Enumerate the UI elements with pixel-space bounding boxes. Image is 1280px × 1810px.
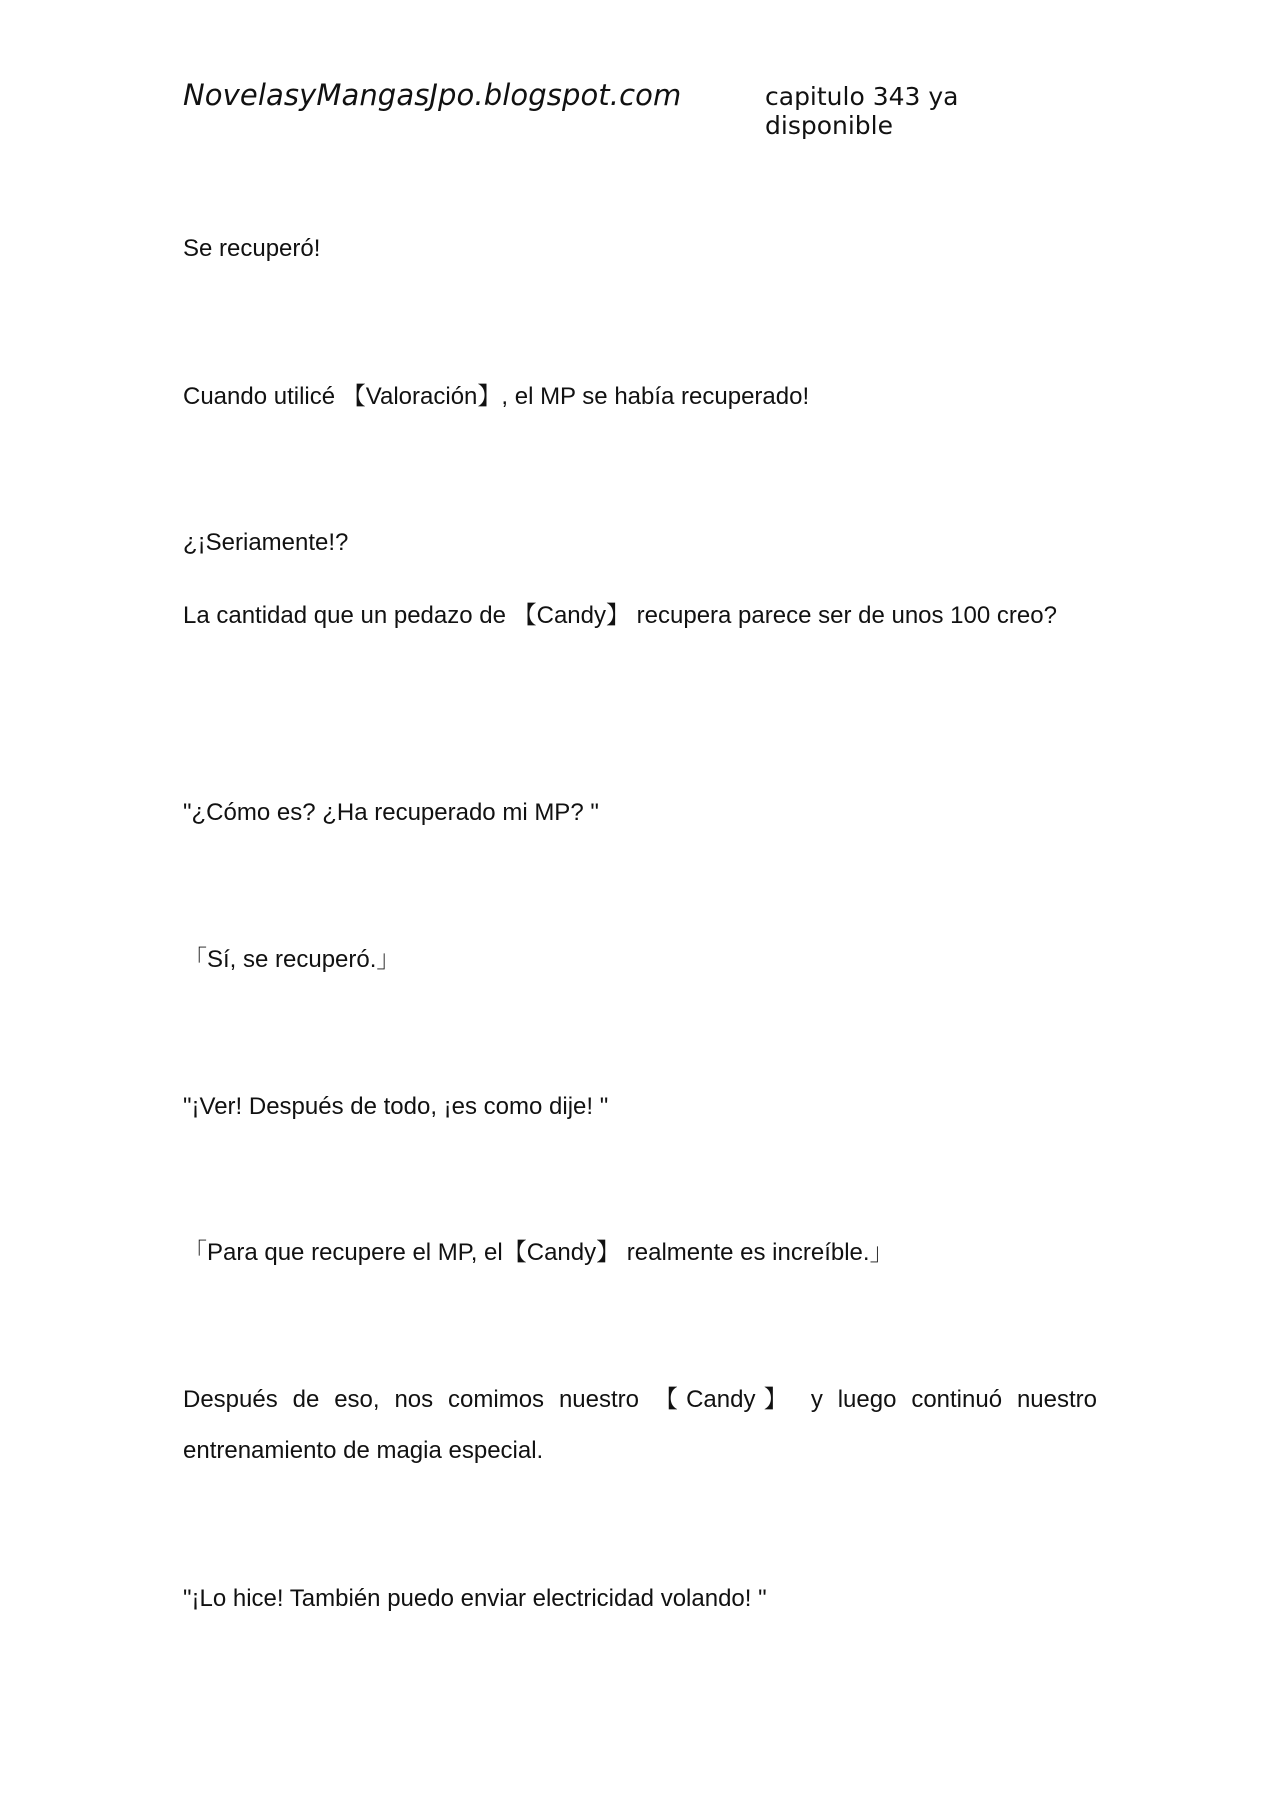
paragraph: ¿¡Seriamente!? [183, 529, 349, 556]
paragraph: Cuando utilicé 【Valoración】, el MP se había recuperado! [183, 383, 810, 410]
page-header [183, 78, 1085, 140]
chapter-notice: capitulo 343 ya disponible [765, 82, 959, 140]
paragraph: 「Sí, se recuperó.」 [183, 946, 401, 973]
paragraph: "¿Cómo es? ¿Ha recuperado mi MP? " [183, 799, 599, 826]
paragraph: Se recuperó! [183, 235, 321, 262]
paragraph: "¡Lo hice! También puedo enviar electricidad volando! " [183, 1585, 767, 1612]
paragraph: 「Para que recupere el MP, el【Candy】 realmente es increíble.」 [183, 1239, 894, 1266]
paragraph: La cantidad que un pedazo de 【Candy】 recupera parece ser de unos 100 creo? [183, 602, 1057, 629]
paragraph: "¡Ver! Después de todo, ¡es como dije! " [183, 1093, 609, 1120]
site-link[interactable]: NovelasyMangasJpo.blogspot.com [183, 78, 682, 112]
paragraph: Después de eso, nos comimos nuestro 【Candy】 y luego continuó nuestro entrenamiento de magia especial. [183, 1386, 1097, 1464]
